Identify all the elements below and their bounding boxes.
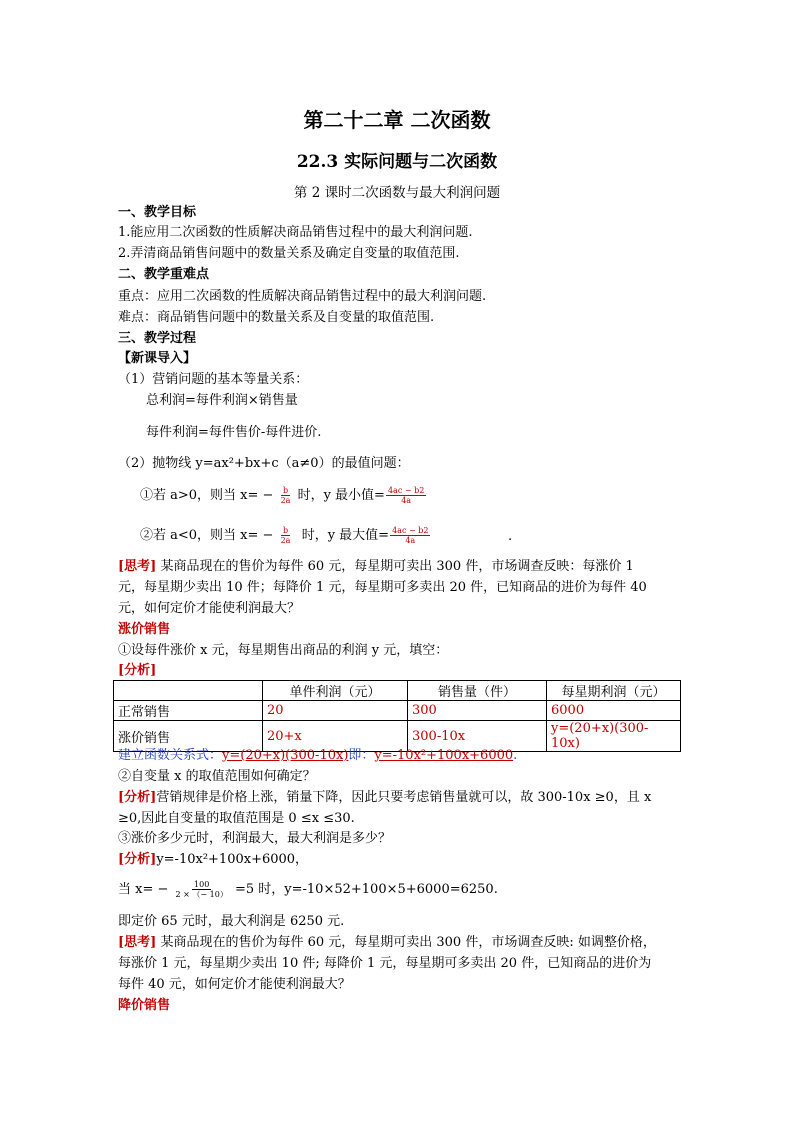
intro-heading: 【新课导入】 [118,351,197,366]
relation-unit-profit: 每件利润=每件售价-每件进价. [146,425,322,440]
case1-middle: 时，y 最小值= [297,488,385,503]
table-header-cell: 销售量（件） [408,681,547,701]
fraction-numerator: 100 [194,880,210,889]
analysis-3-text: y=-10x²+100x+6000， [156,852,309,867]
chapter-title: 第二十二章 二次函数 [303,108,491,132]
heading-process: 三、教学过程 [118,331,197,346]
rise-question-3: ③涨价多少元时，利润最大，最大利润是多少？ [118,831,392,846]
think-tag: [思考] [118,559,157,574]
fraction-denominator: 2 × （− 10） [175,890,228,899]
fraction-vertex [174,880,230,899]
function-factored: y=(20+x)(300-10x) [222,748,349,763]
case-a-positive [140,486,427,505]
calc-result: =5 时，y=-10×52+100×5+6000=6250. [230,882,498,897]
think-2-line-2: 每涨价 1 元，每星期少卖出 10 件; 每降价 1 元，每星期可多卖出 20 件，已知商品的进价为 [118,956,652,971]
table-cell: 涨价销售 [114,721,263,752]
rise-heading: 涨价销售 [118,622,171,637]
fraction-numerator: 4ac − b2 [387,486,425,495]
analysis-2-tag: [分析] [118,790,157,805]
rise-question-1: ①设每件涨价 x 元，每星期售出商品的利润 y 元，填空： [118,643,449,658]
fraction-numerator: b [282,486,289,495]
analysis-tag: [分析] [118,663,157,678]
function-end: . [513,748,518,763]
case1-prefix: ①若 a>0，则当 x= − [140,488,274,503]
function-prefix: 建立函数关系式： [118,748,223,763]
fall-heading: 降价销售 [118,998,171,1013]
case2-end: . [508,529,513,544]
section-title: 22.3 实际问题与二次函数 [296,152,498,172]
heading-key-points: 二、教学重难点 [118,267,210,282]
case-a-negative [140,526,431,545]
fraction-min-value [386,486,426,505]
analysis-2-text: 营销规律是价格上涨，销量下降，因此只要考虑销售量就可以，故 300-10x ≥0，且 x [156,790,652,805]
table-cell: 300-10x [408,721,547,752]
fraction-b-over-2a [279,486,293,505]
table-header-row [114,681,681,701]
question-2: （2）抛物线 y=ax²+bx+c（a≠0）的最值问题： [118,456,410,471]
think-1-line-2: 元，每星期少卖出 10 件；每降价 1 元，每星期可多卖出 20 件，已知商品的进价为每件 40 [118,580,647,595]
lesson-title: 第 2 课时二次函数与最大利润问题 [293,185,501,201]
profit-table [113,680,681,752]
analysis-2-line-1 [118,789,651,807]
think-1-line-1 [118,558,634,576]
think-1-text: 某商品现在的售价为每件 60 元，每星期可卖出 300 件，市场调查反映：每涨价 1 [156,559,634,574]
think-2-line-1 [118,934,656,952]
table-header-cell [114,681,263,701]
fraction-max-value [390,526,430,545]
calc-prefix: 当 x= − [118,882,169,897]
fraction-denominator: 4a [405,536,416,545]
goal-1: 1.能应用二次函数的性质解决商品销售过程中的最大利润问题. [118,225,473,240]
think-2-text: 某商品现在的售价为每件 60 元，每星期可卖出 300 件，市场调查反映: 如调整价格， [156,935,656,950]
function-relation [118,747,517,765]
analysis-3-line [118,851,308,869]
conclusion: 即定价 65 元时，最大利润是 6250 元. [118,914,345,929]
key-point: 重点：应用二次函数的性质解决商品销售过程中的最大利润问题. [118,289,487,304]
function-expanded: y=-10x²+100x+6000 [374,748,514,763]
goal-2: 2.弄清商品销售问题中的数量关系及确定自变量的取值范围. [118,246,460,261]
table-cell: 6000 [547,701,681,721]
think-2-line-3: 每件 40 元，如何定价才能使利润最大？ [118,977,351,992]
fraction-b-over-2a [279,526,293,545]
relation-total-profit: 总利润=每件利润×销售量 [146,393,298,408]
table-header-cell: 每星期利润（元） [547,681,681,701]
analysis-2-line-2: ≥0,因此自变量的取值范围是 0 ≤x ≤30. [118,811,355,826]
question-1: （1）营销问题的基本等量关系： [118,372,309,387]
table-cell: 正常销售 [114,701,263,721]
heading-goals: 一、教学目标 [118,205,197,220]
fraction-denominator: 2a [280,536,291,545]
fraction-denominator: 4a [401,496,412,505]
rise-question-2: ②自变量 x 的取值范围如何确定？ [118,769,316,784]
fraction-denominator: 2a [280,496,291,505]
table-row [114,701,681,721]
fraction-numerator: b [282,526,289,535]
analysis-3-tag: [分析] [118,852,157,867]
case2-middle: 时，y 最大值= [301,528,390,543]
calculation-line [118,880,498,899]
fraction-numerator: 4ac − b2 [392,526,429,535]
think-2-tag: [思考] [118,935,157,950]
function-middle: 即： [348,748,375,763]
hard-point: 难点：商品销售问题中的数量关系及自变量的取值范围. [118,310,435,325]
table-cell: y=(20+x)(300-10x) [547,721,681,752]
case2-prefix: ②若 a<0，则当 x= − [140,528,274,543]
table-cell: 20+x [263,721,408,752]
table-header-cell: 单件利润（元） [263,681,408,701]
table-cell: 20 [263,701,408,721]
think-1-line-3: 元，如何定价才能使利润最大？ [118,601,301,616]
table-cell: 300 [408,701,547,721]
